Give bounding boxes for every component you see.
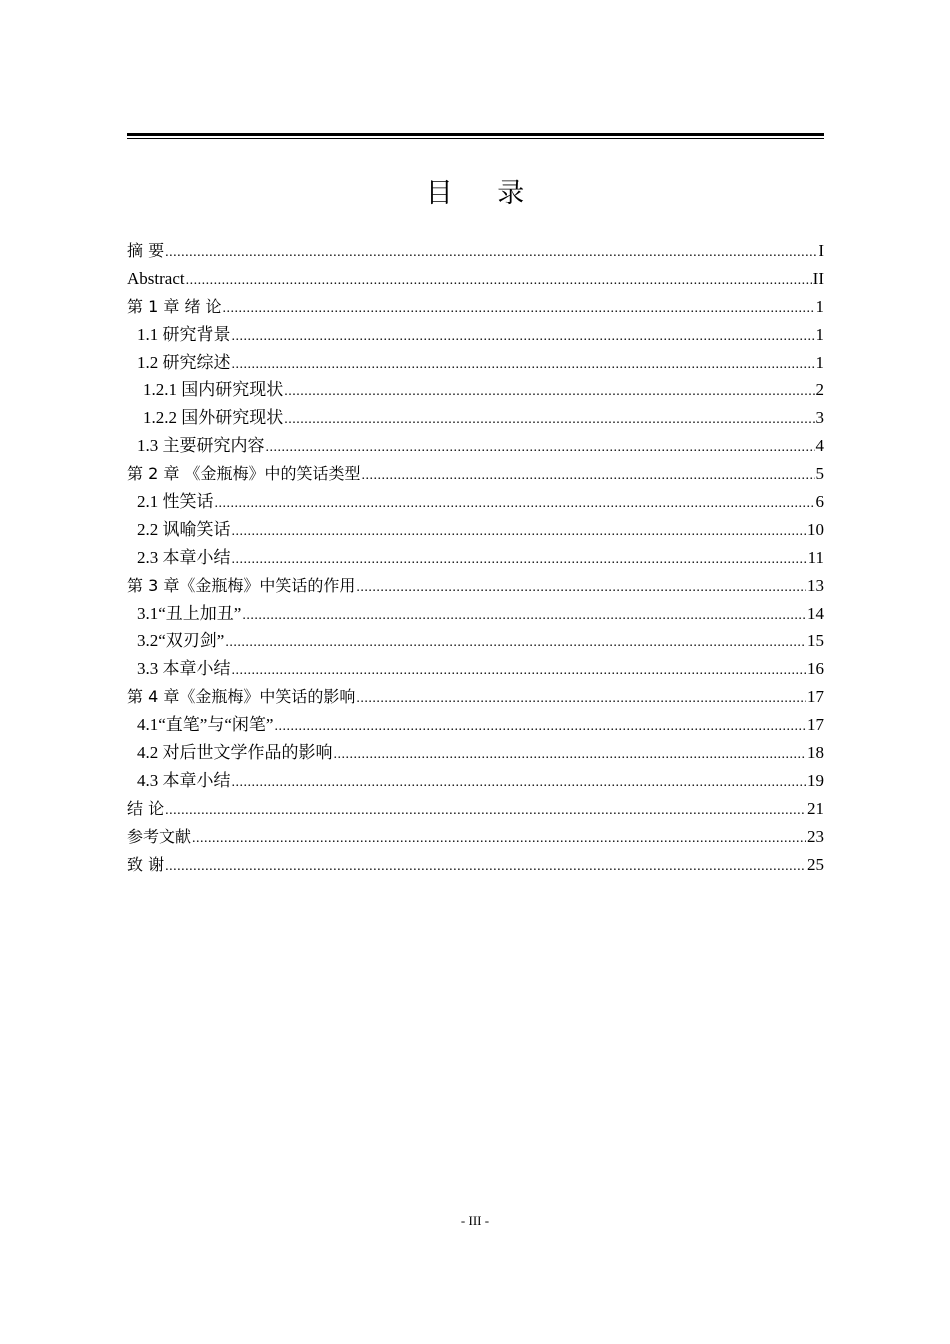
toc-leader-dots — [232, 518, 807, 546]
toc-entry-section-1-3[interactable] — [127, 432, 824, 460]
toc-entry-label: 第 1 章 绪 论 — [127, 296, 222, 316]
toc-entry-page: 1 — [815, 296, 824, 316]
toc-leader-dots — [232, 546, 807, 574]
toc-entry-label: 第 2 章 《金瓶梅》中的笑话类型 — [127, 464, 361, 484]
toc-entry-label: 结 论 — [127, 798, 165, 818]
toc-entry-section-1-2-2[interactable] — [127, 404, 824, 432]
toc-entry-section-2-2[interactable] — [127, 516, 824, 544]
toc-leader-dots — [266, 434, 815, 462]
toc-entry-page: 4 — [815, 436, 824, 456]
toc-leader-dots — [334, 741, 807, 769]
toc-entry-conclusion[interactable] — [127, 795, 824, 823]
toc-entry-label: 1.1 研究背景 — [137, 324, 231, 344]
toc-leader-dots — [192, 825, 806, 853]
toc-entry-chapter-4[interactable] — [127, 683, 824, 711]
toc-entry-page: 19 — [807, 770, 824, 790]
toc-entry-section-1-1[interactable] — [127, 321, 824, 349]
header-rule — [127, 133, 824, 139]
toc-entry-label: 2.3 本章小结 — [137, 547, 231, 567]
toc-entry-section-3-3[interactable] — [127, 655, 824, 683]
toc-leader-dots — [356, 574, 806, 602]
toc-leader-dots — [232, 657, 807, 685]
toc-leader-dots — [165, 239, 817, 267]
toc-leader-dots — [232, 323, 815, 351]
toc-entry-label: 3.3 本章小结 — [137, 659, 231, 679]
toc-entry-page: 1 — [815, 352, 824, 372]
toc-entry-page: 5 — [815, 464, 824, 484]
toc-leader-dots — [165, 853, 806, 881]
toc-entry-section-4-2[interactable] — [127, 739, 824, 767]
toc-leader-dots — [284, 406, 814, 434]
toc-leader-dots — [215, 490, 815, 518]
toc-entry-label: 1.3 主要研究内容 — [137, 436, 265, 456]
toc-entry-section-2-3[interactable] — [127, 544, 824, 572]
header-rule-thin — [127, 138, 824, 139]
toc-entry-abstract-cn[interactable] — [127, 237, 824, 265]
toc-entry-label: 第 3 章《金瓶梅》中笑话的作用 — [127, 575, 356, 595]
toc-entry-section-2-1[interactable] — [127, 488, 824, 516]
toc-entry-page: 17 — [807, 715, 824, 735]
toc-entry-section-3-1[interactable] — [127, 600, 824, 628]
toc-entry-chapter-3[interactable] — [127, 572, 824, 600]
toc-entry-section-4-3[interactable] — [127, 767, 824, 795]
toc-entry-label: 1.2 研究综述 — [137, 352, 231, 372]
toc-entry-chapter-2[interactable] — [127, 460, 824, 488]
toc-entry-page: I — [818, 241, 824, 260]
toc-entry-label: 4.3 本章小结 — [137, 770, 231, 790]
toc-leader-dots — [232, 769, 807, 797]
toc-leader-dots — [232, 351, 815, 379]
toc-leader-dots — [361, 462, 814, 490]
toc-leader-dots — [225, 629, 806, 657]
toc-entry-section-4-1[interactable] — [127, 711, 824, 739]
toc-leader-dots — [284, 378, 814, 406]
header-rule-thick — [127, 133, 824, 136]
toc-entry-page: 25 — [807, 854, 824, 874]
toc-title: 目 录 — [425, 178, 543, 209]
toc-entry-page: 16 — [807, 659, 824, 679]
toc-entry-page: 14 — [807, 603, 824, 623]
toc-entry-label: 1.2.2 国外研究现状 — [143, 408, 284, 428]
toc-entry-references[interactable] — [127, 823, 824, 851]
table-of-contents — [127, 237, 824, 878]
toc-leader-dots — [274, 713, 806, 741]
toc-entry-label: 第 4 章《金瓶梅》中笑话的影响 — [127, 687, 356, 707]
toc-entry-label: 参考文献 — [127, 826, 192, 846]
toc-entry-label: 致 谢 — [127, 854, 165, 874]
toc-entry-section-1-2[interactable] — [127, 349, 824, 377]
toc-entry-label: 3.1“丑上加丑” — [137, 603, 242, 623]
toc-entry-abstract-en[interactable] — [127, 265, 824, 293]
toc-entry-section-1-2-1[interactable] — [127, 376, 824, 404]
toc-leader-dots — [186, 267, 812, 295]
toc-entry-page: II — [812, 268, 824, 288]
page-number-footer: - III - — [460, 1213, 490, 1228]
toc-entry-label: 1.2.1 国内研究现状 — [143, 380, 284, 400]
toc-entry-label: 3.2“双刃剑” — [137, 631, 225, 651]
toc-entry-page: 23 — [807, 826, 824, 846]
toc-leader-dots — [223, 295, 815, 323]
toc-entry-page: 11 — [807, 547, 824, 567]
toc-entry-page: 6 — [815, 492, 824, 512]
toc-entry-chapter-1[interactable] — [127, 293, 824, 321]
toc-entry-label: 4.1“直笔”与“闲笔” — [137, 715, 274, 735]
toc-entry-page: 15 — [807, 631, 824, 651]
toc-entry-page: 1 — [815, 324, 824, 344]
toc-entry-label: 2.2 讽喻笑话 — [137, 519, 231, 539]
toc-entry-page: 17 — [807, 687, 824, 707]
toc-entry-section-3-2[interactable] — [127, 627, 824, 655]
toc-leader-dots — [356, 685, 806, 713]
toc-entry-label: Abstract — [127, 268, 185, 288]
toc-entry-page: 2 — [815, 380, 824, 400]
toc-leader-dots — [165, 797, 806, 825]
toc-entry-page: 3 — [815, 408, 824, 428]
toc-entry-acknowledgements[interactable] — [127, 851, 824, 879]
toc-entry-page: 18 — [807, 743, 824, 763]
toc-entry-page: 21 — [807, 798, 824, 818]
toc-entry-label: 4.2 对后世文学作品的影响 — [137, 743, 333, 763]
toc-entry-page: 10 — [807, 519, 824, 539]
toc-entry-label: 摘 要 — [127, 241, 165, 260]
toc-leader-dots — [242, 602, 806, 630]
toc-entry-label: 2.1 性笑话 — [137, 492, 214, 512]
toc-entry-page: 13 — [807, 575, 824, 595]
